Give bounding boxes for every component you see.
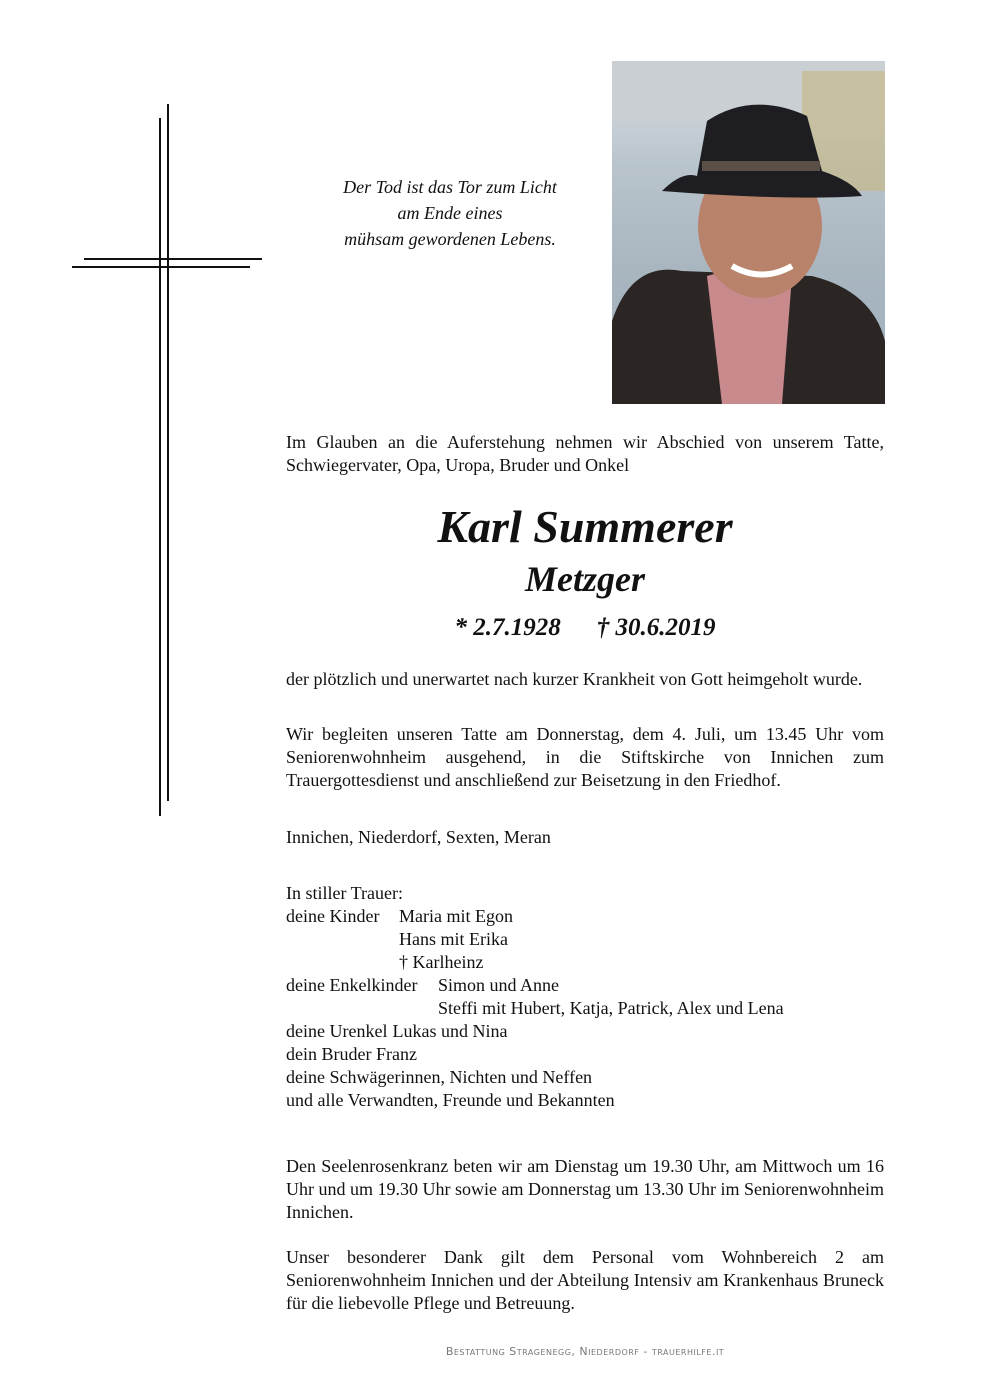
occupation: Metzger	[525, 559, 645, 599]
footer-funeral-home: Bestattung Stragenegg, Niederdorf - trauerhilfe.it	[445, 1345, 725, 1358]
quote-line: am Ende eines	[397, 203, 503, 223]
quote-line: Der Tod ist das Tor zum Licht	[343, 177, 557, 197]
child: Hans mit Erika	[399, 929, 508, 949]
birth-date: * 2.7.1928	[454, 614, 561, 641]
in-laws: deine Schwägerinnen, Nichten und Neffen	[286, 1067, 593, 1087]
grandchild: Steffi mit Hubert, Katja, Patrick, Alex und Lena	[438, 998, 784, 1018]
quote-line: mühsam gewordenen Lebens.	[344, 229, 556, 249]
life-dates	[286, 614, 884, 642]
great-grandchildren: Lukas und Nina	[392, 1021, 508, 1041]
places: Innichen, Niederdorf, Sexten, Meran	[286, 827, 551, 847]
grandchild: Simon und Anne	[438, 975, 560, 995]
great-grandchildren-label: deine Urenkel	[286, 1021, 388, 1041]
children-label: deine Kinder	[286, 906, 380, 926]
intro-text: Im Glauben an die Auferstehung nehmen wir Abschied von unserem Tatte, Schwiegervater, Opa, Uropa, Bruder und Onkel	[286, 432, 884, 475]
thanks-text: Unser besonderer Dank gilt dem Personal vom Wohnbereich 2 am Seniorenwohnheim Innichen und der Abteilung Intensiv am Krankenhaus Bruneck für die liebevolle Pflege und Betreuung.	[286, 1247, 884, 1313]
child: † Karlheinz	[399, 952, 484, 972]
death-date: † 30.6.2019	[596, 614, 716, 641]
relatives: und alle Verwandten, Freunde und Bekannten	[286, 1090, 615, 1110]
death-text: der plötzlich und unerwartet nach kurzer Krankheit von Gott heimgeholt wurde.	[286, 669, 863, 689]
rosary-text: Den Seelenrosenkranz beten wir am Dienstag um 19.30 Uhr, am Mittwoch um 16 Uhr und um 19.30 Uhr sowie am Donnerstag um 13.30 Uhr im Seniorenwohnheim Innichen.	[286, 1156, 884, 1222]
funeral-text: Wir begleiten unseren Tatte am Donnerstag, dem 4. Juli, um 13.45 Uhr vom Seniorenwohnheim ausgehend, in die Stiftskirche von Innichen zum Trauergottesdienst und anschließend zur Beisetzung in den Friedhof.	[286, 724, 884, 790]
child: Maria mit Egon	[399, 906, 513, 926]
portrait-photo	[612, 61, 885, 404]
mourners-heading: In stiller Trauer:	[286, 883, 403, 903]
memorial-quote	[300, 174, 600, 252]
brother: dein Bruder Franz	[286, 1044, 417, 1064]
grandchildren-label: deine Enkelkinder	[286, 975, 418, 995]
mourners-list	[286, 882, 884, 1112]
deceased-name: Karl Summerer	[437, 501, 733, 552]
